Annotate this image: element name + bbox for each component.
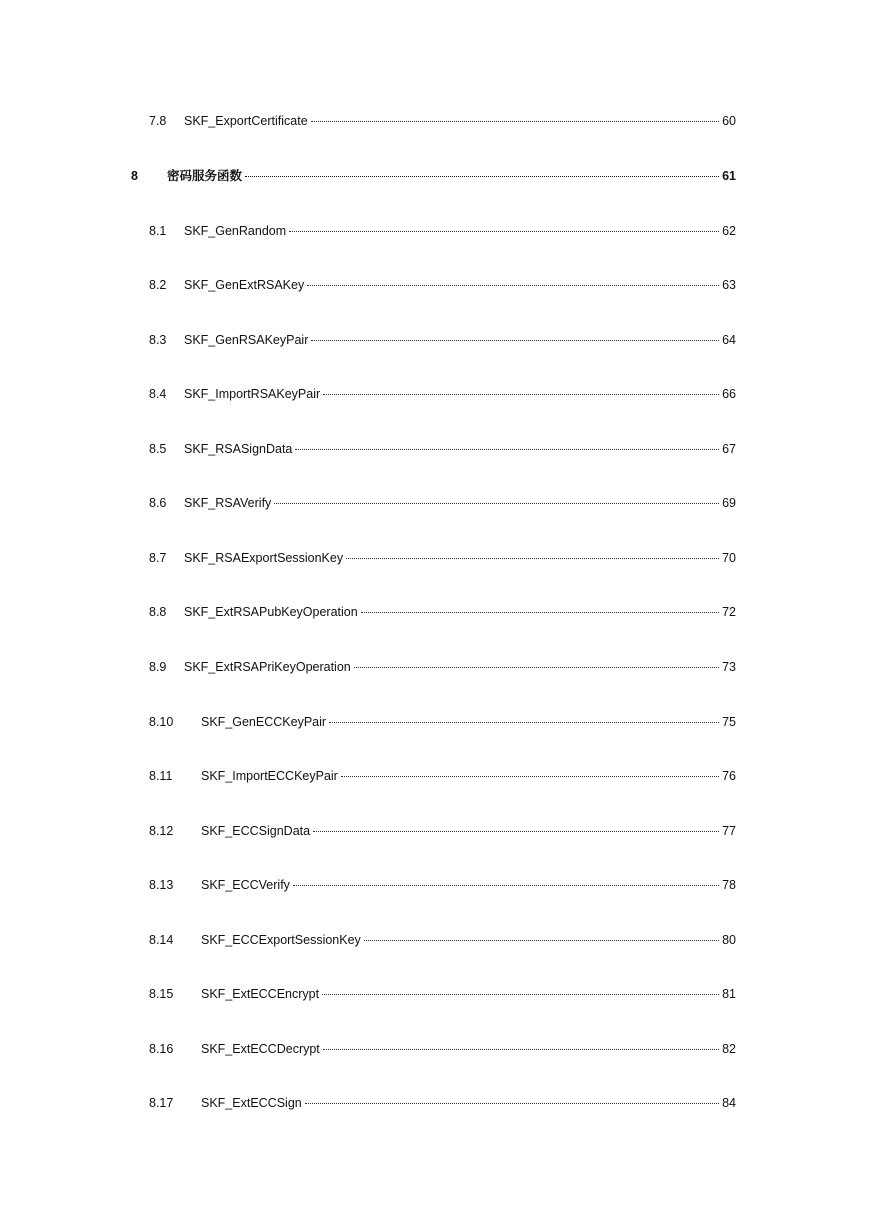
dot-leader (322, 994, 719, 995)
toc-entry-8-13[interactable] (0, 875, 869, 895)
toc-entry-body (201, 766, 736, 786)
toc-entry-page: 73 (722, 660, 736, 674)
dot-leader (364, 940, 719, 941)
toc-entry-8-10[interactable] (0, 712, 869, 732)
toc-entry-body (184, 384, 736, 404)
dot-leader (313, 831, 719, 832)
toc-entry-page: 84 (722, 1096, 736, 1110)
toc-entry-title: SKF_ECCVerify (201, 878, 290, 892)
toc-entry-title: SKF_ImportRSAKeyPair (184, 387, 321, 401)
toc-entry-page: 62 (722, 224, 736, 238)
toc-entry-number: 8.4 (149, 387, 167, 401)
toc-entry-title: SKF_GenRandom (184, 224, 287, 238)
toc-entry-8-2[interactable] (0, 275, 869, 295)
dot-leader (289, 231, 719, 232)
toc-entry-number: 8.6 (149, 496, 167, 510)
toc-entry-number: 8.2 (149, 278, 167, 292)
dot-leader (323, 394, 719, 395)
toc-entry-body (201, 821, 736, 841)
toc-entry-body (184, 493, 736, 513)
toc-entry-title: SKF_RSAExportSessionKey (184, 551, 344, 565)
dot-leader (293, 885, 719, 886)
toc-entry-page: 77 (722, 824, 736, 838)
toc-entry-8-1[interactable] (0, 221, 869, 241)
toc-entry-title: SKF_ExtRSAPubKeyOperation (184, 605, 358, 619)
dot-leader (346, 558, 719, 559)
toc-entry-body (201, 984, 736, 1004)
toc-entry-body (201, 1039, 736, 1059)
toc-entry-8-15[interactable] (0, 984, 869, 1004)
toc-entry-number: 7.8 (149, 114, 167, 128)
toc-entry-body (184, 548, 736, 568)
toc-entry-title: SKF_ExtECCEncrypt (201, 987, 320, 1001)
toc-entry-8[interactable] (0, 166, 869, 186)
toc-entry-title: 密码服务函数 (167, 168, 243, 183)
toc-entry-page: 67 (722, 442, 736, 456)
toc-entry-8-12[interactable] (0, 821, 869, 841)
toc-entry-title: SKF_ExtECCDecrypt (201, 1042, 320, 1056)
toc-entry-title: SKF_ImportECCKeyPair (201, 769, 338, 783)
toc-entry-page: 78 (722, 878, 736, 892)
toc-entry-page: 72 (722, 605, 736, 619)
dot-leader (295, 449, 719, 450)
dot-leader (341, 776, 719, 777)
dot-leader (307, 285, 719, 286)
toc-entry-title: SKF_GenRSAKeyPair (184, 333, 309, 347)
toc-entry-title: SKF_ECCExportSessionKey (201, 933, 361, 947)
toc-entry-page: 61 (722, 169, 736, 183)
toc-entry-body (184, 602, 736, 622)
toc-entry-page: 60 (722, 114, 736, 128)
toc-entry-8-9[interactable] (0, 657, 869, 677)
toc-entry-body (184, 657, 736, 677)
toc-entry-8-7[interactable] (0, 548, 869, 568)
toc-entry-number: 8.11 (149, 769, 173, 783)
toc-entry-8-3[interactable] (0, 330, 869, 350)
toc-entry-page: 76 (722, 769, 736, 783)
toc-entry-body (184, 275, 736, 295)
toc-entry-number: 8.16 (149, 1042, 174, 1056)
toc-entry-number: 8.3 (149, 333, 167, 347)
toc-entry-title: SKF_ExportCertificate (184, 114, 308, 128)
toc-entry-page: 75 (722, 715, 736, 729)
toc-entry-page: 63 (722, 278, 736, 292)
toc-entry-8-16[interactable] (0, 1039, 869, 1059)
toc-entry-title: SKF_GenECCKeyPair (201, 715, 327, 729)
dot-leader (311, 121, 719, 122)
toc-entry-number: 8.1 (149, 224, 167, 238)
toc-entry-body (201, 875, 736, 895)
toc-entry-page: 70 (722, 551, 736, 565)
toc-entry-8-4[interactable] (0, 384, 869, 404)
toc-entry-page: 82 (722, 1042, 736, 1056)
toc-entry-body (201, 712, 736, 732)
dot-leader (311, 340, 719, 341)
toc-entry-title: SKF_RSAVerify (184, 496, 272, 510)
toc-entry-title: SKF_ExtRSAPriKeyOperation (184, 660, 351, 674)
toc-entry-page: 66 (722, 387, 736, 401)
toc-entry-number: 8.10 (149, 715, 174, 729)
toc-entry-body (184, 221, 736, 241)
toc-entry-8-6[interactable] (0, 493, 869, 513)
dot-leader (245, 176, 719, 177)
toc-entry-title: SKF_RSASignData (184, 442, 293, 456)
toc-entry-page: 81 (722, 987, 736, 1001)
toc-entry-number: 8.9 (149, 660, 167, 674)
toc-entry-page: 80 (722, 933, 736, 947)
dot-leader (323, 1049, 719, 1050)
toc-entry-body (184, 111, 736, 131)
dot-leader (305, 1103, 719, 1104)
toc-entry-number: 8 (131, 169, 138, 183)
toc-entry-number: 8.14 (149, 933, 174, 947)
toc-entry-number: 8.13 (149, 878, 174, 892)
toc-entry-8-8[interactable] (0, 602, 869, 622)
toc-entry-number: 8.5 (149, 442, 167, 456)
toc-entry-body (201, 930, 736, 950)
toc-entry-body (167, 166, 736, 186)
dot-leader (354, 667, 719, 668)
dot-leader (361, 612, 719, 613)
toc-entry-body (184, 439, 736, 459)
toc-entry-number: 8.15 (149, 987, 174, 1001)
toc-entry-page: 64 (722, 333, 736, 347)
toc-entry-title: SKF_GenExtRSAKey (184, 278, 305, 292)
toc-entry-number: 8.8 (149, 605, 167, 619)
toc-entry-8-14[interactable] (0, 930, 869, 950)
toc-entry-body (184, 330, 736, 350)
dot-leader (329, 722, 719, 723)
toc-entry-page: 69 (722, 496, 736, 510)
toc-entry-number: 8.17 (149, 1096, 174, 1110)
toc-entry-8-11[interactable] (0, 766, 869, 786)
dot-leader (274, 503, 719, 504)
toc-entry-title: SKF_ExtECCSign (201, 1096, 302, 1110)
toc-entry-title: SKF_ECCSignData (201, 824, 311, 838)
toc-entry-8-17[interactable] (0, 1093, 869, 1113)
toc-entry-7-8[interactable] (0, 111, 869, 131)
toc-entry-8-5[interactable] (0, 439, 869, 459)
toc-entry-number: 8.7 (149, 551, 167, 565)
toc-entry-body (201, 1093, 736, 1113)
toc-entry-number: 8.12 (149, 824, 174, 838)
